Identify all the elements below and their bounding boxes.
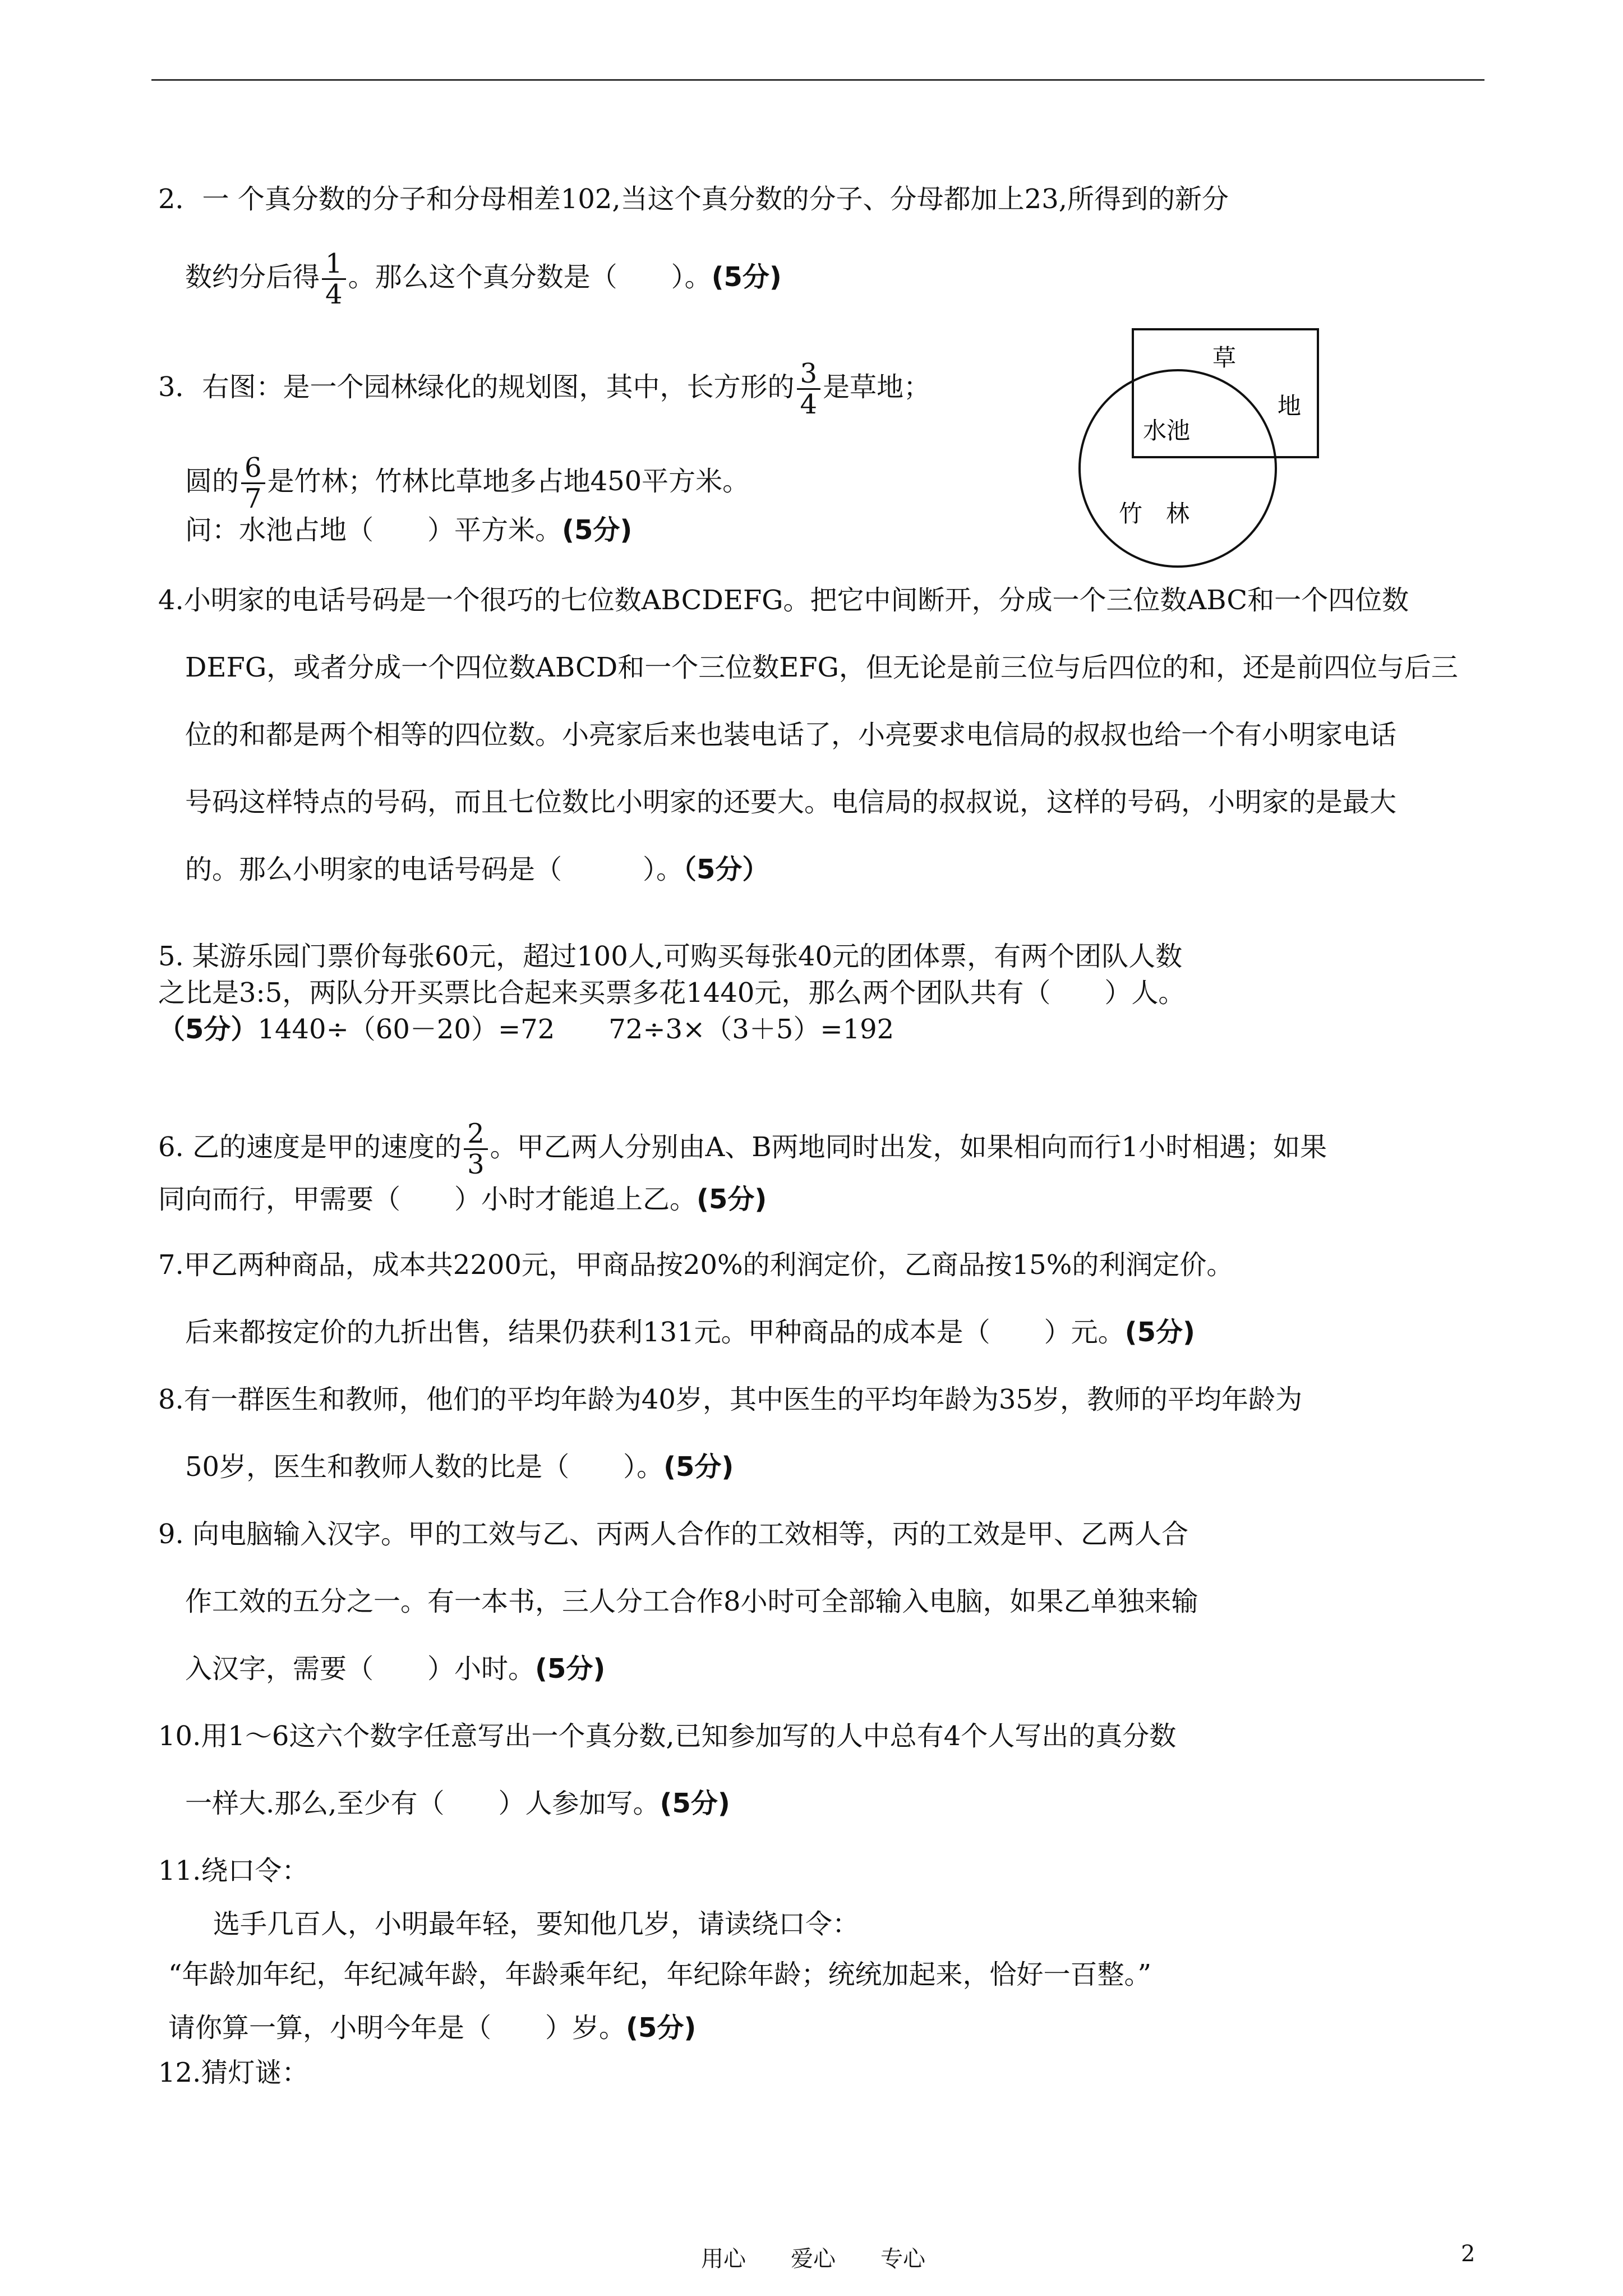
q9-line2: 作工效的五分之一。有一本书，三人分工合作8小时可全部输入电脑，如果乙单独来输 [185, 1586, 1198, 1617]
q4-line4: 号码这样特点的号码，而且七位数比小明家的还要大。电信局的叔叔说，这样的号码，小明家的是最大 [185, 786, 1397, 818]
q11-line1: 选手几百人，小明最年轻，要知他几岁，请读绕口令： [213, 1908, 860, 1940]
q6-fraction: $\frac{2}{3}$ [464, 1119, 488, 1179]
q6-line2: 同向而行，甲需要（ ）小时才能追上乙。(5分) [158, 1184, 767, 1215]
q3-line2: 圆的 $\frac{6}{7}$ 是竹林；竹林比草地多占地450平方米。 [185, 452, 750, 514]
q3-line1: 3．右图：是一个园林绿化的规划图，其中，长方形的 $\frac{3}{4}$ 是草地； [158, 358, 931, 420]
garden-diagram [1060, 320, 1340, 611]
q7-line2: 后来都按定价的九折出售，结果仍获利131元。甲种商品的成本是（ ）元。(5分) [185, 1317, 1195, 1348]
header-rule [151, 79, 1484, 81]
q2-line2: 数约分后得 $\frac{1}{4}$ 。那么这个真分数是（ ）。(5分) [185, 248, 782, 310]
q7-line1: 7.甲乙两种商品，成本共2200元，甲商品按20%的利润定价，乙商品按15%的利润定价。 [158, 1249, 1234, 1281]
q5-line1: 5. 某游乐园门票价每张60元，超过100人,可购买每张40元的团体票，有两个团队人数 [158, 941, 1183, 972]
q3-fraction-3-4: $\frac{3}{4}$ [797, 359, 821, 419]
q11-line3: 请你算一算，小明今年是（ ）岁。(5分) [168, 2012, 697, 2044]
q9-line3: 入汉字，需要（ ）小时。(5分) [185, 1653, 606, 1685]
label-zhulin: 竹 林 [1119, 500, 1190, 527]
q2-fraction: $\frac{1}{4}$ [322, 249, 346, 309]
q9-line1: 9. 向电脑输入汉字。甲的工效与乙、丙两人合作的工效相等，丙的工效是甲、乙两人合 [158, 1519, 1189, 1550]
footer-motto: 用心 爱心 专心 [701, 2246, 925, 2272]
q2-line1: 2．一 个真分数的分子和分母相差102,当这个真分数的分子、分母都加上23,所得到的新分 [158, 183, 1229, 215]
q4-line1: 4.小明家的电话号码是一个很巧的七位数ABCDEFG。把它中间断开，分成一个三位数ABC和一个四位数 [158, 585, 1409, 616]
q3-fraction-6-7: $\frac{6}{7}$ [241, 453, 265, 513]
q5-line2: 之比是3:5，两队分开买票比合起来买票多花1440元，那么两个团队共有（ ）人。 [158, 977, 1186, 1009]
q4-line2: DEFG，或者分成一个四位数ABCD和一个三位数EFG，但无论是前三位与后四位的和，还是前四位与后三 [185, 652, 1458, 683]
q10-line1: 10.用1～6这六个数字任意写出一个真分数,已知参加写的人中总有4个人写出的真分数 [158, 1720, 1177, 1752]
q4-line3: 位的和都是两个相等的四位数。小亮家后来也装电话了，小亮要求电信局的叔叔也给一个有小明家电话 [185, 719, 1397, 751]
label-cao: 草 [1212, 344, 1237, 371]
q5-line3: （5分）1440÷（60－20）=72 72÷3×（3＋5）=192 [158, 1014, 895, 1045]
q8-line1: 8.有一群医生和教师，他们的平均年龄为40岁，其中医生的平均年龄为35岁，教师的平均年龄为 [158, 1384, 1302, 1415]
q8-line2: 50岁，医生和教师人数的比是（ ）。(5分) [185, 1451, 734, 1483]
q10-line2: 一样大.那么,至少有（ ）人参加写。(5分) [185, 1788, 730, 1819]
page-number: 2 [1461, 2241, 1476, 2267]
label-shuichi: 水池 [1143, 417, 1191, 444]
bamboo-circle [1080, 370, 1276, 567]
q11-line2: “年龄加年纪，年纪减年龄，年龄乘年纪，年纪除年龄；统统加起来，恰好一百整。” [168, 1959, 1152, 1990]
q3-line3: 问：水池占地（ ）平方米。(5分) [185, 514, 633, 546]
q6-line1: 6. 乙的速度是甲的速度的 $\frac{2}{3}$ 。甲乙两人分别由A、B两地同时出发，如果相向而行1小时相遇；如果 [158, 1118, 1327, 1180]
q11-title: 11.绕口令： [158, 1855, 309, 1887]
q4-line5: 的。那么小明家的电话号码是（ ）。（5分） [185, 854, 769, 885]
q12-title: 12.猜灯谜： [158, 2057, 309, 2088]
label-di: 地 [1278, 392, 1302, 420]
